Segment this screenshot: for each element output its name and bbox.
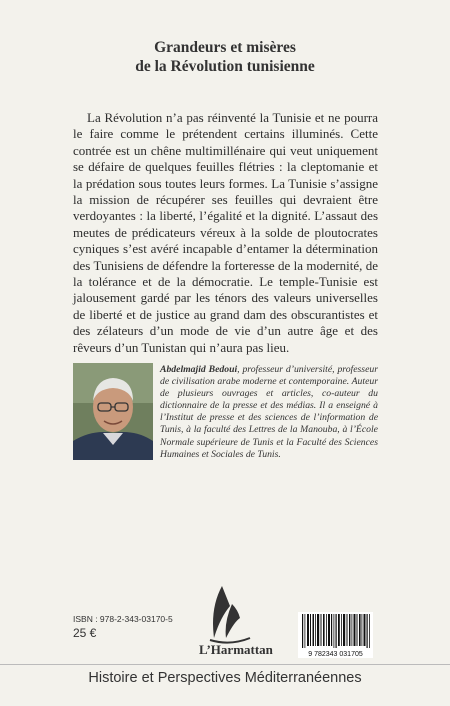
publisher-name: L’Harmattan [199,642,273,657]
price: 25 € [73,626,97,640]
footer-divider [0,664,450,665]
isbn: ISBN : 978-2-343-03170-5 [73,614,173,624]
author-name: Abdelmajid Bedoui [160,364,238,375]
title-line-1: Grandeurs et misères [154,39,296,56]
author-photo [73,363,153,460]
barcode [298,612,373,658]
back-cover-summary: La Révolution n’a pas réinventé la Tunisie et ne pourra le faire comme le prétendent certains illuminés. Cette contrée est un chêne multimillénaire qui veut uniquement se défaire de quelques feuilles flétries : la cleptomanie et la prédation sous toutes leurs formes. La Tunisie s’assigne la mission de récupérer ses feuilles qui devraient être verdoyantes : la liberté, l’égalité et la dignité. L’assaut des meutes de prédicateurs véreux à la solde de ploutocrates cyniques s’est avéré incapable d’entamer la détermination des Tunisiens de défendre la forteresse de la modernité, de la tolérance et de la démocratie. Le temple-Tunisie est jalousement gardé par les ténors des valeurs universelles de liberté et de justice au grand dam des obscurantistes et des zélateurs d’un mode de vie d’un autre âge et des rêveurs d’un Tunistan qui n’aura pas lieu. [73,110,378,355]
barcode-digits: 9 782343 031705 [308,651,363,658]
collection-name: Histoire et Perspectives Méditerranéennes [88,670,362,686]
title-line-2: de la Révolution tunisienne [135,58,315,75]
book-title [0,38,450,76]
author-bio [160,364,378,461]
author-bio-text: , professeur d’université, professeur de civilisation arabe moderne et contemporaine. Auteur de plusieurs ouvrages et articles, co-auteur du dictionnaire de la presse et des médias. Il a enseigné à l’Institut de presse et des sciences de l’information de Tunis, à la faculté des Lettres de la Manouba, à l’École Normale supérieure de Tunis et la Faculté des Sciences Humaines et Sociales de Tunis. [160,364,378,460]
